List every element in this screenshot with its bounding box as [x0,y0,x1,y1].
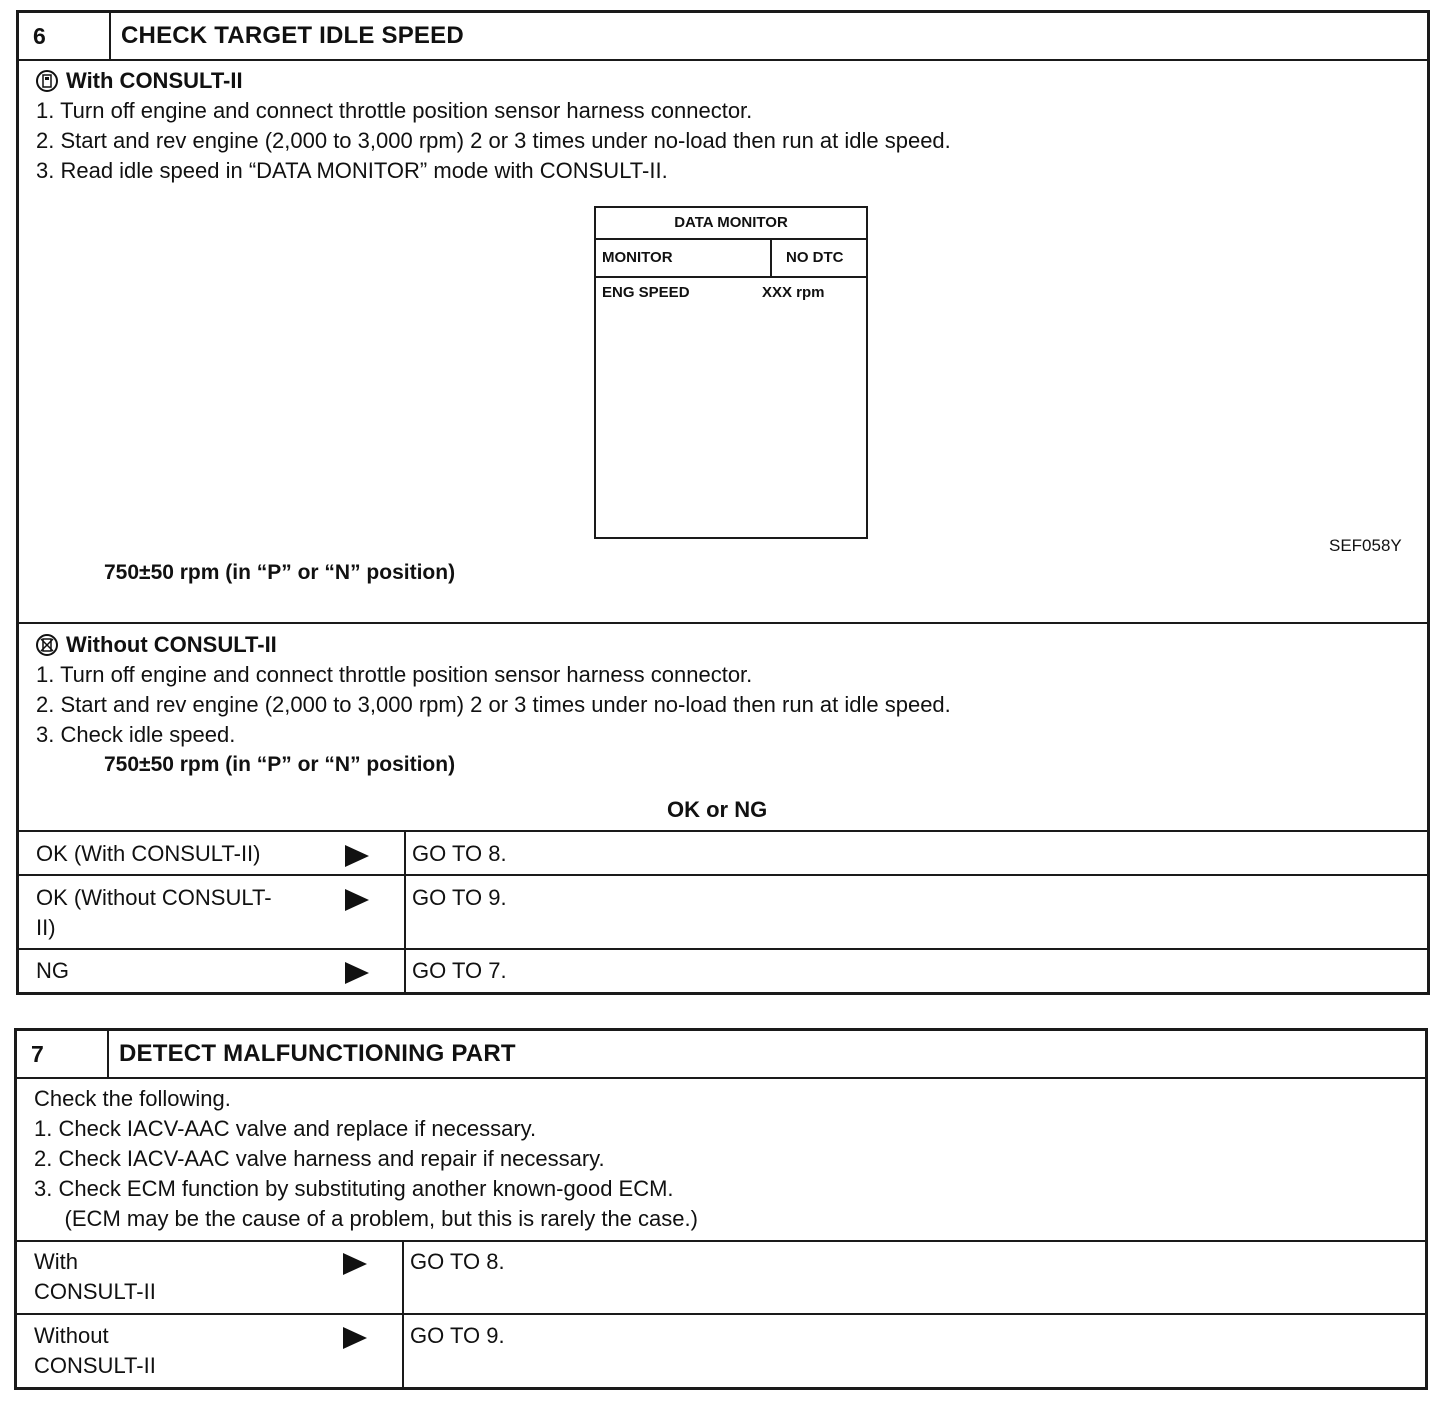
monitor-subheader [596,240,866,278]
eng-speed-value: XXX rpm [762,284,825,301]
result-title: OK or NG [667,797,768,822]
without-step-1: 1. Turn off engine and connect throttle position sensor harness connector. [36,662,753,687]
result-action: GO TO 9. [412,885,507,910]
monitor-title: DATA MONITOR [596,208,866,240]
arrow-icon [345,889,369,911]
without-step-2: 2. Start and rev engine (2,000 to 3,000 rpm) 2 or 3 times under no-load then run at idle speed. [36,692,951,717]
with-step-3: 3. Read idle speed in “DATA MONITOR” mode with CONSULT-II. [36,158,668,183]
result-condition: Without [34,1323,109,1348]
result-action: GO TO 8. [410,1249,505,1274]
result-table-top [17,1240,1425,1242]
result-action: GO TO 9. [410,1323,505,1348]
result-condition-cont: CONSULT-II [34,1279,156,1304]
monitor-divider [770,240,772,276]
arrow-icon [343,1253,367,1275]
arrow-icon [343,1327,367,1349]
no-dtc-label: NO DTC [786,249,844,266]
result-table-top [19,830,1427,832]
data-monitor-screen [594,206,868,539]
with-consult-heading: With CONSULT-II [36,66,243,96]
idle-speed-spec-with: 750±50 rpm (in “P” or “N” position) [104,561,456,584]
section-divider [19,622,1427,624]
step-number: 6 [19,13,111,59]
result-table-divider [404,830,406,995]
result-row-divider [19,874,1427,876]
without-consult-heading: Without CONSULT-II [36,630,277,660]
consult-tool-icon [36,70,58,92]
step-title: CHECK TARGET IDLE SPEED [121,22,464,49]
step-7-box [14,1028,1428,1390]
result-condition-cont: II) [36,915,56,940]
with-step-1: 1. Turn off engine and connect throttle position sensor harness connector. [36,98,753,123]
result-table-divider [402,1240,404,1390]
figure-code: SEF058Y [1329,536,1402,555]
result-condition: With [34,1249,78,1274]
step-6-box [16,10,1430,995]
arrow-icon [345,962,369,984]
check-step-3: 3. Check ECM function by substituting another known-good ECM. [34,1176,674,1201]
arrow-icon [345,845,369,867]
result-action: GO TO 8. [412,841,507,866]
result-action: GO TO 7. [412,958,507,983]
result-condition-cont: CONSULT-II [34,1353,156,1378]
check-step-2: 2. Check IACV-AAC valve harness and repair if necessary. [34,1146,605,1171]
result-row-divider [17,1313,1425,1315]
check-step-1: 1. Check IACV-AAC valve and replace if necessary. [34,1116,537,1141]
result-row-divider [19,948,1427,950]
result-condition: NG [36,958,69,983]
step-6-header [19,13,1427,61]
idle-speed-spec-without: 750±50 rpm (in “P” or “N” position) [104,753,456,776]
eng-speed-label: ENG SPEED [602,284,690,301]
monitor-label: MONITOR [602,249,673,266]
without-step-3: 3. Check idle speed. [36,722,236,747]
step-7-header [17,1031,1425,1079]
no-consult-icon [36,634,58,656]
result-condition: OK (Without CONSULT- [36,885,272,910]
step-number: 7 [17,1031,109,1077]
step-title: DETECT MALFUNCTIONING PART [119,1040,516,1067]
result-condition: OK (With CONSULT-II) [36,841,261,866]
check-step-3-note: (ECM may be the cause of a problem, but this is rarely the case.) [34,1206,698,1231]
with-step-2: 2. Start and rev engine (2,000 to 3,000 rpm) 2 or 3 times under no-load then run at idle speed. [36,128,951,153]
check-intro: Check the following. [34,1086,231,1111]
